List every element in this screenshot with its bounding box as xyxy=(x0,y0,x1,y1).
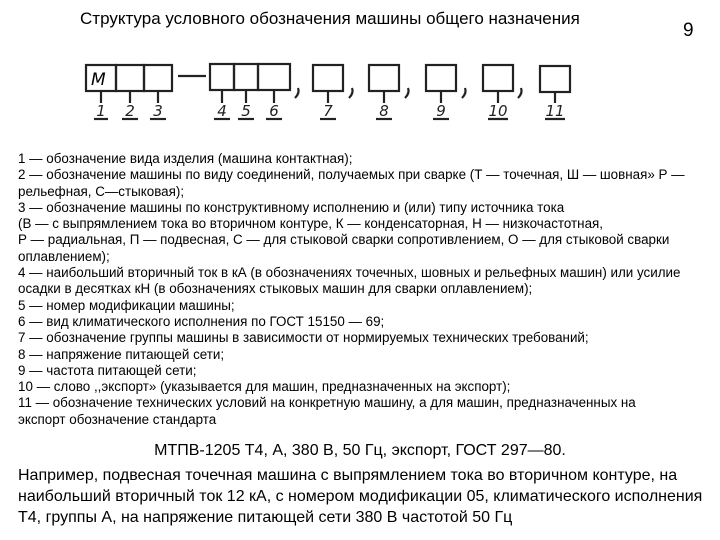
scheme-position-number: 9 xyxy=(436,102,446,120)
scheme-position-number: 8 xyxy=(379,102,389,120)
scheme-position-number: 10 xyxy=(488,102,508,120)
legend-line: 10 — слово ,,экспорт» (указывается для машин, предназначенных на экспорт); xyxy=(18,379,511,395)
example-line: Т4, группы А, на напряжение питающей сети 380 В частотой 50 Гц xyxy=(18,509,513,526)
legend xyxy=(18,151,718,428)
legend-line: Р — радиальная, П — подвесная, С — для стыковой сварки сопротивлением, О — для стыковой сварки xyxy=(18,232,670,248)
legend-line: 8 — напряжение питающей сети; xyxy=(18,346,225,362)
legend-line: 5 — номер модификации машины; xyxy=(18,297,235,313)
legend-line: 1 — обозначение вида изделия (машина контактная); xyxy=(18,151,353,166)
scheme-comma xyxy=(295,88,299,98)
scheme-first-box-label: М xyxy=(91,70,106,90)
scheme-cell-6 xyxy=(258,64,290,90)
scheme-position-number: 3 xyxy=(153,102,163,120)
legend-line: 6 — вид климатического исполнения по ГОСТ 15150 — 69; xyxy=(18,313,385,329)
legend-line: экспорт обозначение стандарта xyxy=(18,411,217,427)
scheme-comma xyxy=(462,88,466,98)
example-description xyxy=(18,465,718,528)
legend-line: 11 — обозначение технических условий на конкретную машину, а для машин, предназначенных на xyxy=(18,395,636,411)
scheme-position-number: 6 xyxy=(269,102,279,120)
example-line: Например, подвесная точечная машина с выпрямлением тока во вторичном контуре, на xyxy=(18,467,678,484)
page-title: Структура условного обозначения машины общего назначения xyxy=(80,9,580,28)
scheme-comma xyxy=(349,88,353,98)
legend-line: 4 — наибольший вторичный ток в кА (в обозначениях точечных, шовных и рельефных машин) или усилие xyxy=(18,265,681,281)
scheme-cell-2 xyxy=(116,65,144,91)
legend-line: 3 — обозначение машины по конструктивному исполнению и (или) типу источника тока xyxy=(18,199,565,215)
legend-line: осадки в десятках кН (в обозначениях стыковых машин для сварки оплавлением); xyxy=(18,281,533,297)
scheme-comma xyxy=(405,88,409,98)
scheme-position-number: 2 xyxy=(125,102,135,120)
designation-scheme xyxy=(0,0,720,150)
scheme-position-number: 1 xyxy=(96,102,106,120)
example-line: наибольший вторичный ток 12 кА, с номером модификации 05, климатического исполнения xyxy=(18,488,703,505)
legend-line: (В — с выпрямлением тока во вторичном контуре, К — конденсаторная, Н — низкочастотная, xyxy=(18,216,603,232)
legend-line: рельефная, С—стыковая); xyxy=(18,183,185,199)
legend-line: 9 — частота питающей сети; xyxy=(18,362,197,378)
legend-line: 2 — обозначение машины по виду соединений, получаемых при сварке (Т — точечная, Ш — шовная» Р — xyxy=(18,167,685,183)
legend-line: оплавлением); xyxy=(18,248,110,264)
scheme-comma xyxy=(518,88,522,98)
scheme-cell-8 xyxy=(369,65,399,91)
scheme-cell-3 xyxy=(144,65,172,91)
scheme-cell-7 xyxy=(313,65,343,91)
scheme-cell-10 xyxy=(483,65,513,91)
legend-line: 7 — обозначение группы машины в зависимости от нормируемых технических требований; xyxy=(18,330,589,346)
scheme-cell-9 xyxy=(426,65,456,91)
scheme-cell-4 xyxy=(210,64,234,90)
page-number: 9 xyxy=(683,20,694,41)
scheme-position-number: 5 xyxy=(241,102,251,120)
scheme-position-number: 7 xyxy=(323,102,333,120)
scheme-cell-11 xyxy=(540,66,570,92)
scheme-cell-5 xyxy=(234,64,258,90)
example-designation: МТПВ-1205 Т4, А, 380 В, 50 Гц, экспорт, ГОСТ 297—80. xyxy=(154,442,566,459)
scheme-position-number: 11 xyxy=(545,102,565,120)
scheme-position-number: 4 xyxy=(217,102,227,120)
